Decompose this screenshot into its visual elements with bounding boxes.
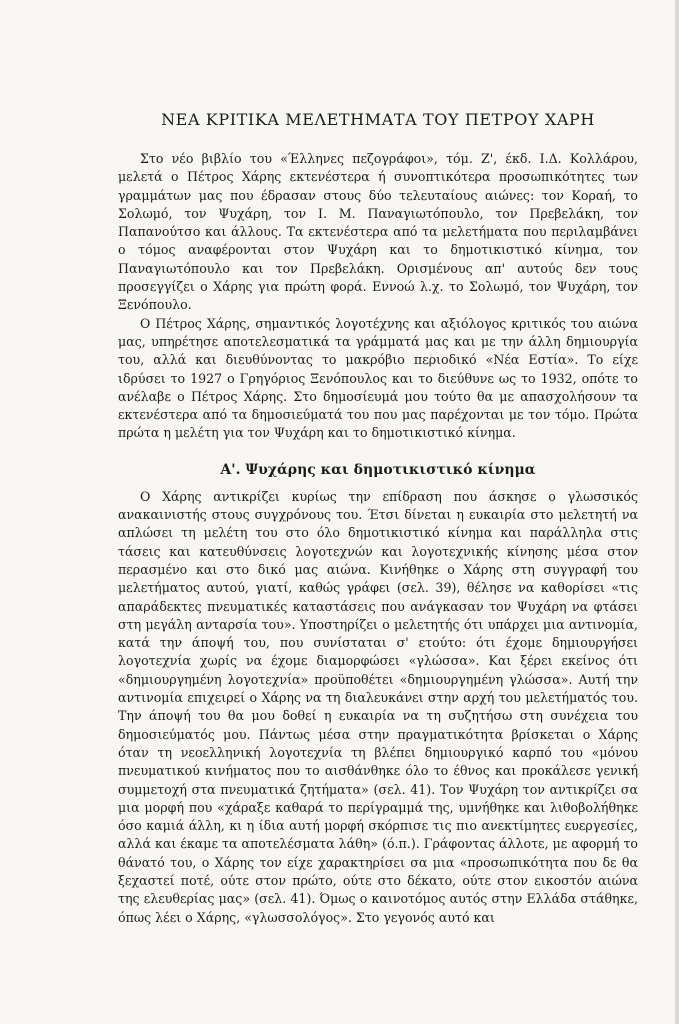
paragraph-about-charis: Ο Πέτρος Χάρης, σημαντικός λογοτέχνης και αξιόλογος κριτικός του αιώνα μας, υπηρέτησε αποτελεσματικά τα γράμματά μας και με την άλλη δημιουργία του, αλλά και διευθύνοντας το μακρόβιο περιοδικό «Νέα Εστία». Το είχε ιδρύσει το 1927 ο Γρηγόριος Ξενόπουλος και το διεύθυνε ως το 1932, οπότε το ανέλαβε ο Πέτρος Χάρης. Στο δημοσίευμά μου τούτο θα με απασχολήσουν τα εκτενέστερα από τα δημοσιεύματά του που μας παρέχονται με τον τόμο. Πρώτα πρώτα η μελέτη για τον Ψυχάρη και το δημοτικιστικό κίνημα. [118, 315, 638, 441]
paragraph-section-body: Ο Χάρης αντικρίζει κυρίως την επίδραση που άσκησε ο γλωσσικός ανακαινιστής στους συγχρόνους του. Έτσι δίνεται η ευκαιρία στο μελετητή να απλώσει τη μελέτη του στο όλο δημοτικιστικό κίνημα και παράλληλα στις τάσεις και κατευθύνσεις λογοτεχνών και λογοτεχνικής κίνησης μέσα στον περασμένο και στο δικό μας αιώνα. Κινήθηκε ο Χάρης στη συγγραφή του μελετήματος αυτού, γιατί, καθώς γράφει (σελ. 39), θέλησε να καθορίσει «τις απαράδεκτες πνευματικές καταστάσεις που ανάγκασαν τον Ψυχάρη να φτάσει στη μεγάλη ανταρσία του». Υποστηρίζει ο μελετητής ότι υπάρχει μια αντινομία, κατά την άποψή του, που συνίσταται σ' ετούτο: ότι έχομε δημιουργήσει λογοτεχνία χωρίς να έχομε διαμορφώσει «γλώσσα». Και ξέρει εκείνος ότι «δημιουργημένη λογοτεχνία» προϋποθέτει «δημιουργημένη γλώσσα». Αυτή την αντινομία επιχειρεί ο Χάρης να τη διαλευκάνει στην αρχή του μελετήματός του. Την άποψή του θα μου δοθεί η ευκαιρία να τη συζητήσω στη συνέχεια του δημοσιεύματός μου. Πάντως μέσα στην πραγματικότητα βρίσκεται ο Χάρης όταν τη νεοελληνική λογοτεχνία τη βλέπει δημιουργικό καρπό του «μόνου πνευματικού κινήματος που το αισθάνθηκε όλο το έθνος και προκάλεσε γενική συμμετοχή στα πνευματικά ζητήματα» (σελ. 41). Τον Ψυχάρη τον αντικρίζει σα μια μορφή που «χάραξε καθαρά το περίγραμμά της, υμνήθηκε και λιθοβολήθηκε όσο καμιά άλλη, κι η ίδια αυτή μορφή σκόρπισε τις πιο ανεκτίμητες ευεργεσίες, αλλά και έκαμε τα αποτελέσματα λάθη» (ό.π.). Γράφοντας άλλοτε, με αφορμή το θάνατό του, ο Χάρης τον είχε χαρακτηρίσει σα μια «προσωπικότητα που δε θα ξεχαστεί ποτέ, ούτε στον πρώτο, ούτε στο δέκατο, ούτε στον εικοστόν αιώνα της ελευθερίας μας» (σελ. 41). Όμως ο καινοτόμος αυτός στην Ελλάδα στάθηκε, όπως λέει ο Χάρης, «γλωσσολόγος». Στο γεγονός αυτό και [118, 488, 638, 925]
article-title: ΝΕΑ ΚΡΙΤΙΚΑ ΜΕΛΕΤΗΜΑΤΑ ΤΟΥ ΠΕΤΡΟΥ ΧΑΡΗ [161, 110, 595, 129]
article [118, 110, 638, 927]
paragraph-intro: Στο νέο βιβλίο του «Έλληνες πεζογράφοι», τόμ. Ζ', έκδ. Ι.Δ. Κολλάρου, μελετά ο Πέτρος Χάρης εκτενέστερα ή συνοπτικότερα προσωπικότητες των γραμμάτων μας που έδρασαν στους δύο τελευταίους αιώνες: τον Κοραή, το Σολωμό, τον Ψυχάρη, τον Ι. Μ. Παναγιωτόπουλο, τον Πρεβελάκη, τον Παπανούτσο και άλλους. Τα εκτενέστερα από τα μελετήματα που περιλαμβάνει ο τόμος αναφέρονται στον Ψυχάρη και το δημοτικιστικό κίνημα, τον Παναγιωτόπουλο και τον Πρεβελάκη. Ορισμένους απ' αυτούς δεν τους προσεγγίζει ο Χάρης για πρώτη φορά. Εννοώ λ.χ. το Σολωμό, τον Ψυχάρη, τον Ξενόπουλο. [118, 151, 638, 313]
section-heading: Α'. Ψυχάρης και δημοτικιστικό κίνημα [220, 461, 536, 478]
page-edge [675, 0, 679, 1024]
